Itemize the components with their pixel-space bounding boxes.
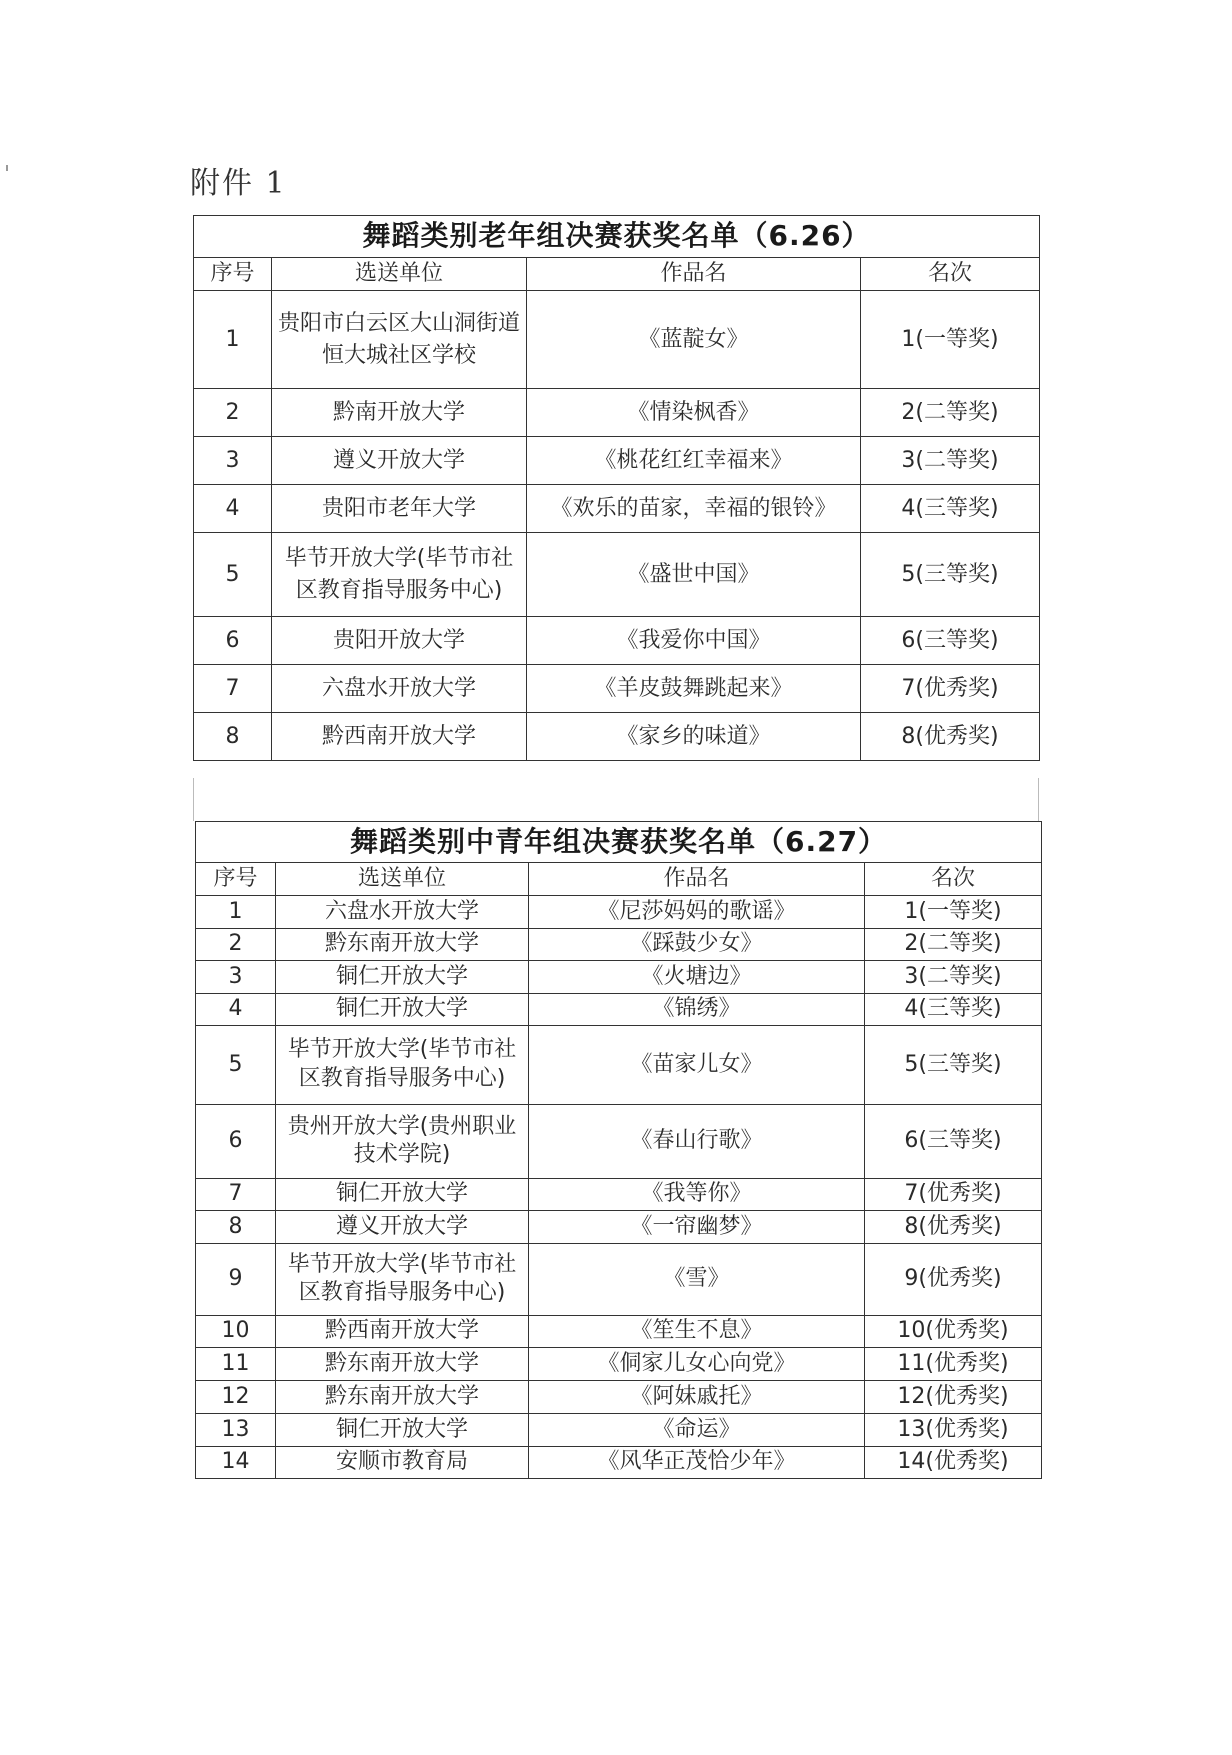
cell-work: 《尼莎妈妈的歌谣》 xyxy=(529,895,865,928)
cell-work: 《我等你》 xyxy=(529,1178,865,1210)
cell-no: 9 xyxy=(196,1243,276,1315)
cell-unit: 黔西南开放大学 xyxy=(276,1315,529,1347)
cell-rank: 1(一等奖) xyxy=(861,291,1040,389)
cell-work: 《苗家儿女》 xyxy=(529,1025,865,1104)
cell-rank: 6(三等奖) xyxy=(865,1104,1042,1178)
table-row xyxy=(196,960,1042,993)
header-rank: 名次 xyxy=(865,863,1042,896)
cell-unit: 铜仁开放大学 xyxy=(276,1178,529,1210)
cell-no: 8 xyxy=(194,713,272,761)
cell-rank: 6(三等奖) xyxy=(861,617,1040,665)
cell-no: 7 xyxy=(194,665,272,713)
cell-rank: 8(优秀奖) xyxy=(865,1210,1042,1243)
cell-work: 《春山行歌》 xyxy=(529,1104,865,1178)
cell-rank: 14(优秀奖) xyxy=(865,1446,1042,1478)
cell-unit: 贵阳市白云区大山洞街道恒大城社区学校 xyxy=(272,291,527,389)
cell-no: 7 xyxy=(196,1178,276,1210)
table-row xyxy=(196,993,1042,1025)
cell-work: 《火塘边》 xyxy=(529,960,865,993)
cell-work: 《我爱你中国》 xyxy=(527,617,861,665)
cell-no: 10 xyxy=(196,1315,276,1347)
cell-no: 12 xyxy=(196,1380,276,1413)
table-title: 舞蹈类别老年组决赛获奖名单（6.26） xyxy=(194,216,1040,258)
table-row xyxy=(196,1178,1042,1210)
header-unit: 选送单位 xyxy=(276,863,529,896)
cell-unit: 贵阳市老年大学 xyxy=(272,485,527,533)
cell-work: 《盛世中国》 xyxy=(527,533,861,617)
cell-unit: 毕节开放大学(毕节市社区教育指导服务中心) xyxy=(272,533,527,617)
table-row xyxy=(194,485,1040,533)
cell-work: 《桃花红红幸福来》 xyxy=(527,437,861,485)
header-work: 作品名 xyxy=(529,863,865,896)
scan-speck xyxy=(6,165,8,171)
cell-rank: 12(优秀奖) xyxy=(865,1380,1042,1413)
table-title: 舞蹈类别中青年组决赛获奖名单（6.27） xyxy=(196,822,1042,863)
cell-no: 2 xyxy=(194,389,272,437)
cell-unit: 黔东南开放大学 xyxy=(276,1380,529,1413)
cell-unit: 铜仁开放大学 xyxy=(276,1413,529,1446)
cell-rank: 5(三等奖) xyxy=(861,533,1040,617)
cell-no: 5 xyxy=(194,533,272,617)
cell-no: 1 xyxy=(194,291,272,389)
cell-no: 6 xyxy=(196,1104,276,1178)
cell-work: 《雪》 xyxy=(529,1243,865,1315)
header-no: 序号 xyxy=(196,863,276,896)
table-title-row xyxy=(194,216,1040,258)
attachment-label: 附件 1 xyxy=(190,166,287,201)
cell-work: 《羊皮鼓舞跳起来》 xyxy=(527,665,861,713)
table-row xyxy=(194,389,1040,437)
cell-rank: 4(三等奖) xyxy=(865,993,1042,1025)
cell-no: 1 xyxy=(196,895,276,928)
cell-no: 4 xyxy=(194,485,272,533)
cell-work: 《家乡的味道》 xyxy=(527,713,861,761)
cell-unit: 黔东南开放大学 xyxy=(276,1347,529,1380)
cell-unit: 贵州开放大学(贵州职业技术学院) xyxy=(276,1104,529,1178)
table-row xyxy=(196,1104,1042,1178)
table-row xyxy=(194,617,1040,665)
table-row xyxy=(194,533,1040,617)
table-title-row xyxy=(196,822,1042,863)
cell-rank: 4(三等奖) xyxy=(861,485,1040,533)
cell-work: 《锦绣》 xyxy=(529,993,865,1025)
cell-no: 11 xyxy=(196,1347,276,1380)
header-unit: 选送单位 xyxy=(272,258,527,291)
table-row xyxy=(194,291,1040,389)
cell-no: 8 xyxy=(196,1210,276,1243)
table-row xyxy=(196,1315,1042,1347)
cell-work: 《阿妹戚托》 xyxy=(529,1380,865,1413)
cell-rank: 7(优秀奖) xyxy=(865,1178,1042,1210)
cell-work: 《欢乐的苗家，幸福的银铃》 xyxy=(527,485,861,533)
cell-work: 《命运》 xyxy=(529,1413,865,1446)
cell-rank: 11(优秀奖) xyxy=(865,1347,1042,1380)
cell-rank: 2(二等奖) xyxy=(861,389,1040,437)
table-row xyxy=(196,1210,1042,1243)
cell-unit: 遵义开放大学 xyxy=(272,437,527,485)
table-row xyxy=(194,665,1040,713)
table-header-row xyxy=(196,863,1042,896)
cell-unit: 黔东南开放大学 xyxy=(276,928,529,960)
cell-unit: 安顺市教育局 xyxy=(276,1446,529,1478)
cell-unit: 毕节开放大学(毕节市社区教育指导服务中心) xyxy=(276,1025,529,1104)
cell-unit: 黔南开放大学 xyxy=(272,389,527,437)
cell-unit: 六盘水开放大学 xyxy=(276,895,529,928)
cell-no: 4 xyxy=(196,993,276,1025)
cell-unit: 遵义开放大学 xyxy=(276,1210,529,1243)
cell-work: 《笙生不息》 xyxy=(529,1315,865,1347)
table-row xyxy=(196,1347,1042,1380)
cell-work: 《侗家儿女心向党》 xyxy=(529,1347,865,1380)
cell-work: 《风华正茂恰少年》 xyxy=(529,1446,865,1478)
cell-work: 《情染枫香》 xyxy=(527,389,861,437)
table-row xyxy=(196,928,1042,960)
cell-unit: 黔西南开放大学 xyxy=(272,713,527,761)
cell-no: 13 xyxy=(196,1413,276,1446)
cell-work: 《一帘幽梦》 xyxy=(529,1210,865,1243)
cell-no: 2 xyxy=(196,928,276,960)
cell-rank: 3(二等奖) xyxy=(861,437,1040,485)
table-row xyxy=(194,713,1040,761)
table-gap xyxy=(193,778,1039,821)
youth-group-results-table xyxy=(195,821,1042,1479)
cell-rank: 5(三等奖) xyxy=(865,1025,1042,1104)
table-row xyxy=(194,437,1040,485)
elderly-group-results-table xyxy=(193,215,1040,761)
cell-unit: 毕节开放大学(毕节市社区教育指导服务中心) xyxy=(276,1243,529,1315)
cell-work: 《踩鼓少女》 xyxy=(529,928,865,960)
cell-no: 14 xyxy=(196,1446,276,1478)
cell-rank: 2(二等奖) xyxy=(865,928,1042,960)
cell-rank: 8(优秀奖) xyxy=(861,713,1040,761)
cell-no: 6 xyxy=(194,617,272,665)
table-row xyxy=(196,1025,1042,1104)
cell-unit: 铜仁开放大学 xyxy=(276,993,529,1025)
header-work: 作品名 xyxy=(527,258,861,291)
table-row xyxy=(196,1243,1042,1315)
header-no: 序号 xyxy=(194,258,272,291)
header-rank: 名次 xyxy=(861,258,1040,291)
table-header-row xyxy=(194,258,1040,291)
cell-unit: 铜仁开放大学 xyxy=(276,960,529,993)
table-row xyxy=(196,1380,1042,1413)
table-row xyxy=(196,1446,1042,1478)
cell-unit: 贵阳开放大学 xyxy=(272,617,527,665)
cell-rank: 10(优秀奖) xyxy=(865,1315,1042,1347)
cell-unit: 六盘水开放大学 xyxy=(272,665,527,713)
cell-rank: 3(二等奖) xyxy=(865,960,1042,993)
cell-no: 3 xyxy=(196,960,276,993)
cell-no: 3 xyxy=(194,437,272,485)
cell-no: 5 xyxy=(196,1025,276,1104)
table-row xyxy=(196,1413,1042,1446)
cell-rank: 7(优秀奖) xyxy=(861,665,1040,713)
table-row xyxy=(196,895,1042,928)
cell-rank: 1(一等奖) xyxy=(865,895,1042,928)
cell-rank: 9(优秀奖) xyxy=(865,1243,1042,1315)
cell-work: 《蓝靛女》 xyxy=(527,291,861,389)
cell-rank: 13(优秀奖) xyxy=(865,1413,1042,1446)
